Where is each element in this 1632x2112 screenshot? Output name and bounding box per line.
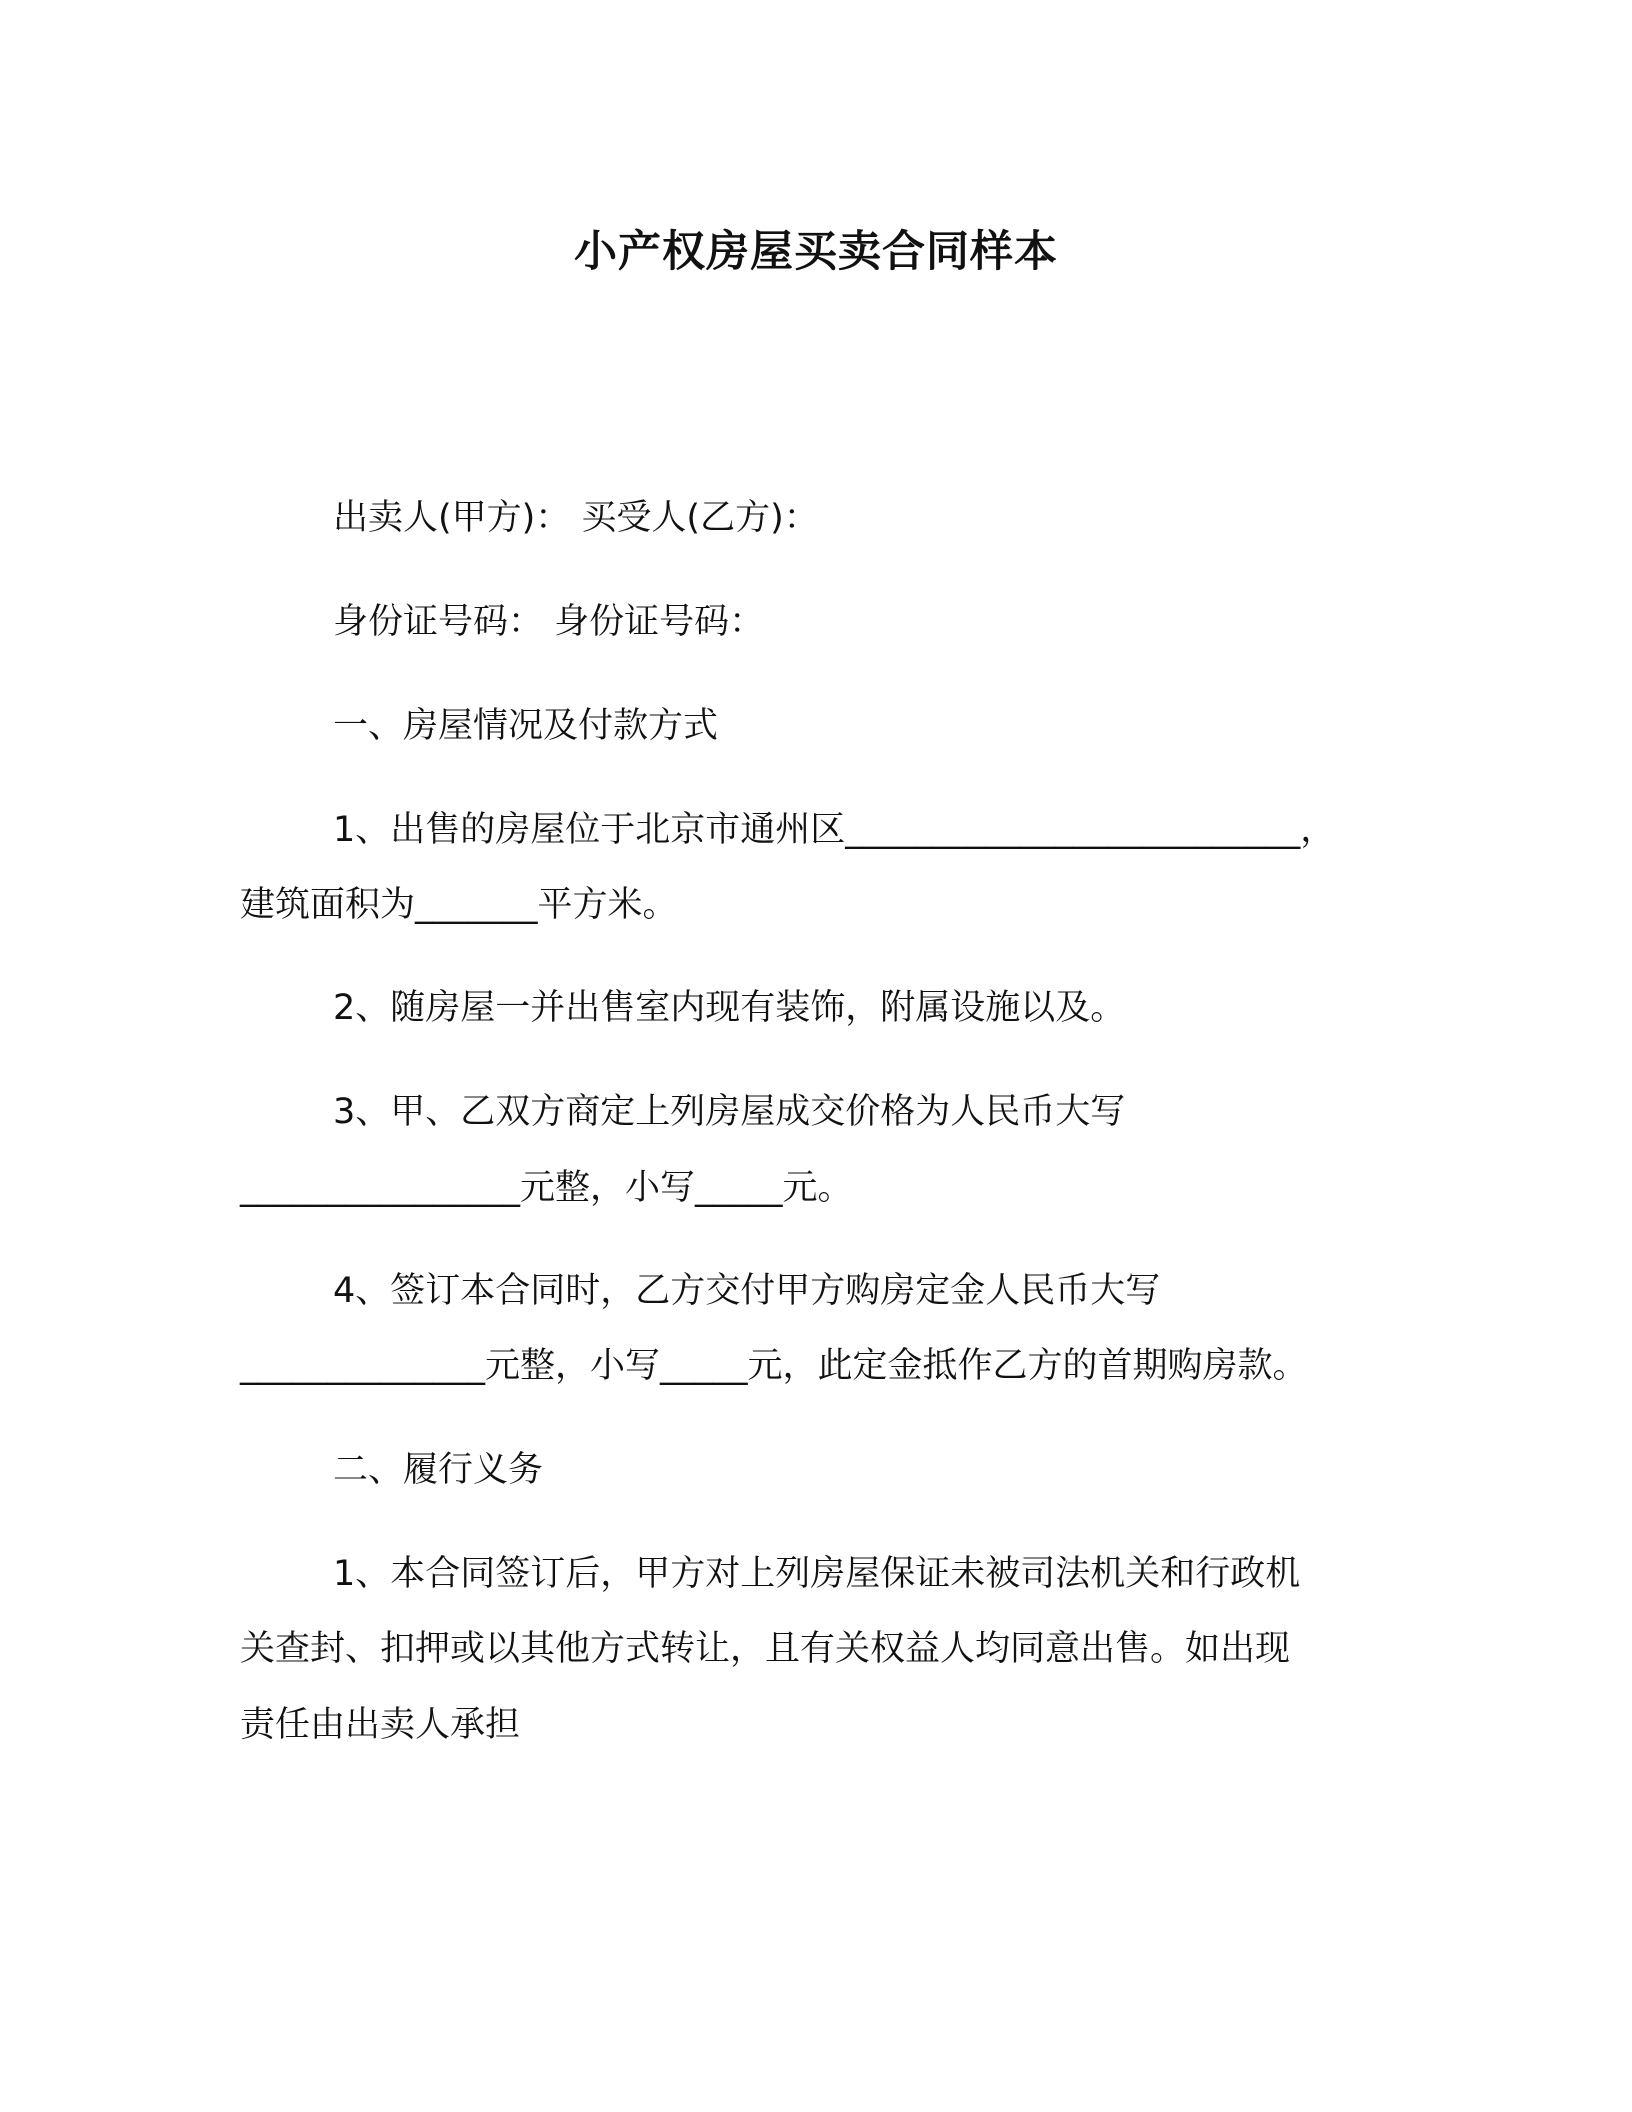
clause-2-1-line-3: 责任由出卖人承担	[240, 1705, 521, 1745]
id-number-line: 身份证号码： 身份证号码：	[333, 602, 765, 642]
clause-1-4-line-1: 4、签订本合同时，乙方交付甲方购房定金人民币大写	[333, 1271, 1161, 1311]
section-heading-2: 二、履行义务	[333, 1450, 544, 1490]
clause-2-1-line-1: 1、本合同签订后，甲方对上列房屋保证未被司法机关和行政机	[333, 1554, 1301, 1594]
clause-2-1-line-2: 关查封、扣押或以其他方式转让，且有关权益人均同意出售。如出现	[240, 1629, 1291, 1669]
document-title: 小产权房屋买卖合同样本	[574, 227, 1058, 277]
clause-1-3-line-2: ________________元整，小写_____元。	[240, 1168, 853, 1208]
clause-1-3-line-1: 3、甲、乙双方商定上列房屋成交价格为人民币大写	[333, 1092, 1126, 1132]
clause-1-2: 2、随房屋一并出售室内现有装饰，附属设施以及。	[333, 988, 1126, 1028]
parties-line: 出卖人(甲方)： 买受人(乙方)：	[333, 498, 819, 538]
clause-1-1-line-2: 建筑面积为_______平方米。	[240, 885, 678, 925]
clause-1-1-line-1: 1、出售的房屋位于北京市通州区__________________________，	[333, 810, 1336, 850]
section-heading-1: 一、房屋情况及付款方式	[333, 706, 719, 746]
clause-1-4-line-2: ______________元整，小写_____元，此定金抵作乙方的首期购房款。	[240, 1346, 1308, 1386]
